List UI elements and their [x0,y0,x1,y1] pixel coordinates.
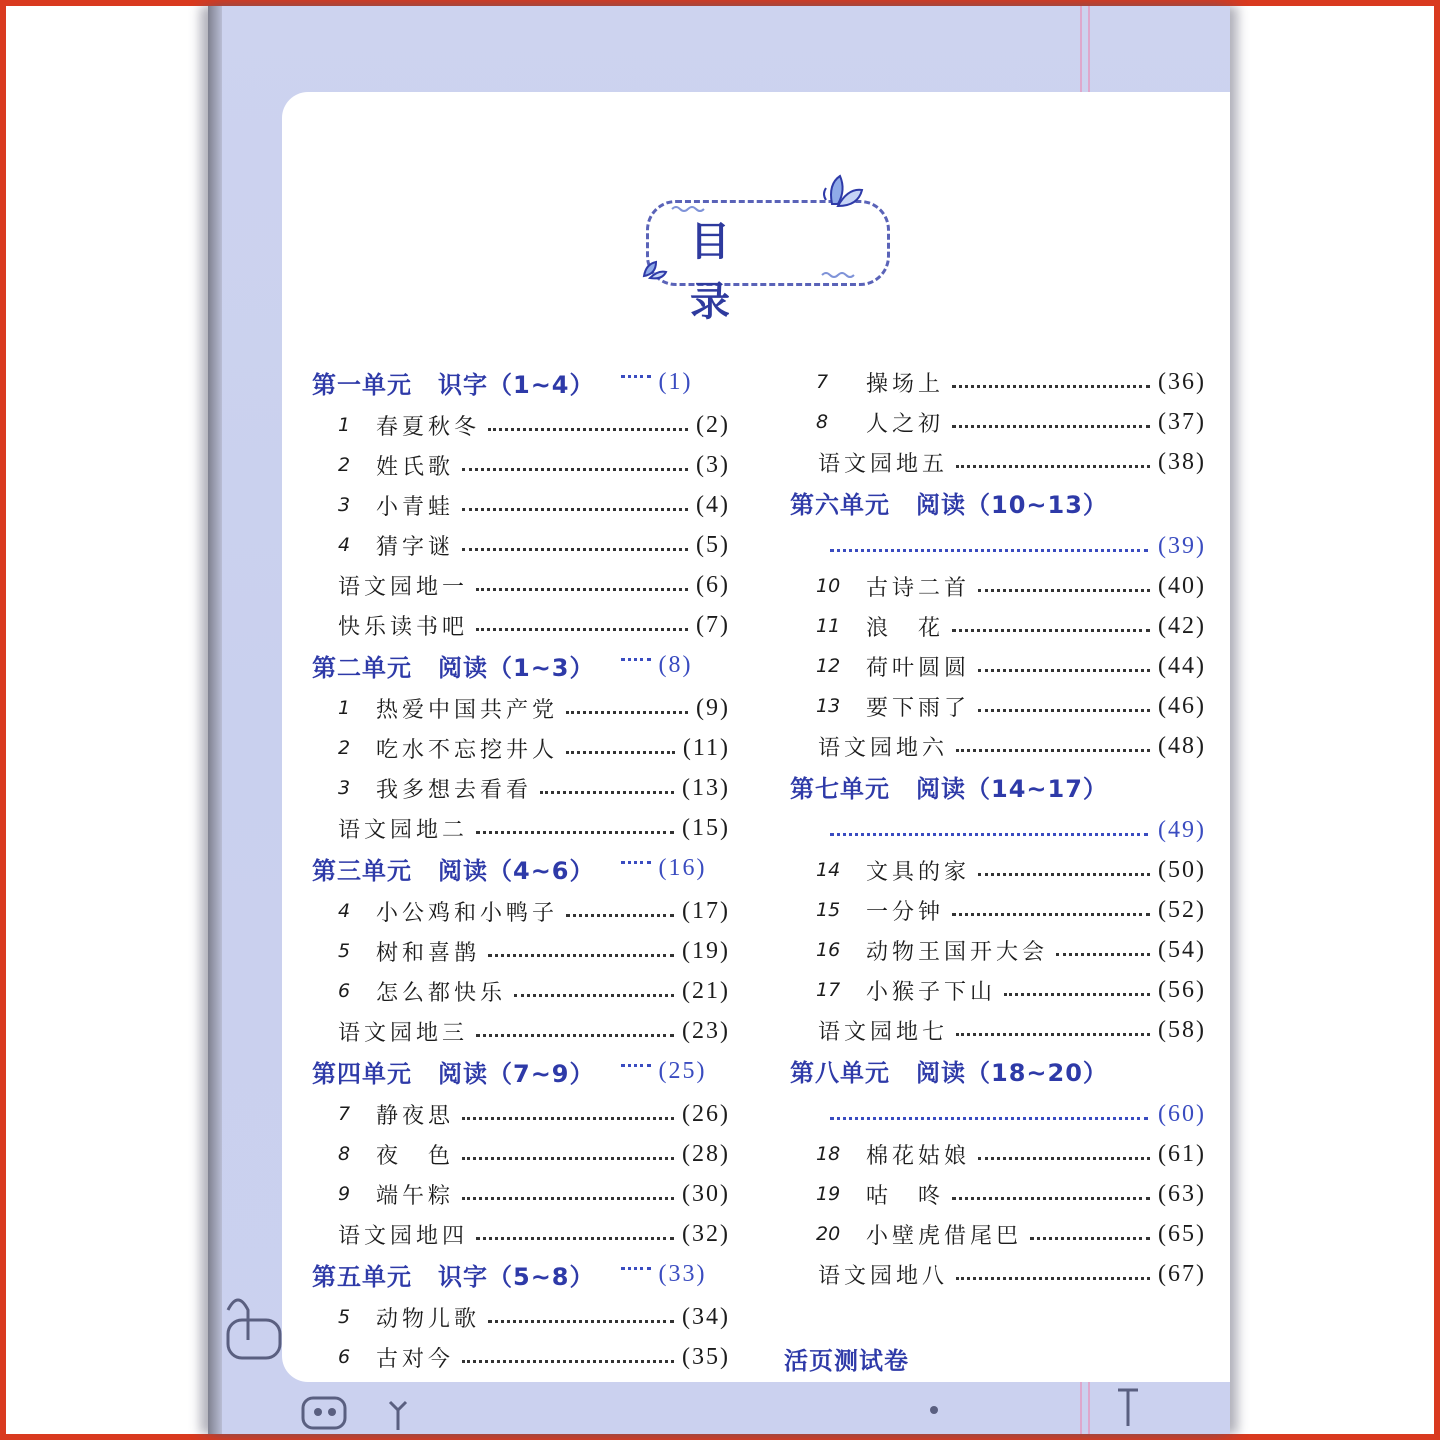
lesson-number: 6 [338,1346,351,1368]
lesson-title: 姓氏歌 [376,454,455,480]
lesson-title: 小壁虎借尾巴 [866,1223,1023,1249]
dot-leader [462,1197,674,1200]
lesson-number: 6 [338,980,351,1002]
toc-item[interactable] [338,407,730,443]
dot-leader [566,711,688,714]
lesson-title: 操场上 [866,371,945,397]
lesson-number: 3 [338,494,351,516]
lesson-number: 2 [338,737,351,759]
dot-leader [488,428,688,431]
lesson-number: 16 [816,939,841,961]
unit-heading[interactable] [790,484,1206,520]
dot-leader [956,465,1150,468]
dot-leader [476,628,688,631]
unit-subtitle: 识字（1~4） [438,370,595,399]
page-number: (21) [682,977,730,1004]
page-number: (9) [696,694,730,721]
lesson-title: 古对今 [376,1346,455,1372]
page-number: (60) [1158,1100,1206,1127]
dot-leader [978,589,1150,592]
lesson-number: 20 [816,1223,841,1245]
page-number: (17) [682,897,730,924]
dot-leader [462,468,688,471]
dot-leader [462,1117,674,1120]
lesson-title: 语文园地三 [338,1020,469,1046]
dot-leader [956,1277,1150,1280]
toc-item[interactable] [818,728,1206,764]
lesson-title: 语文园地二 [338,817,469,843]
page-number: (6) [696,571,730,598]
dot-leader [488,1320,674,1323]
page-number: (25) [658,1057,707,1084]
unit-title: 第四单元 [312,1059,412,1088]
dot-leader [1004,993,1150,996]
dot-leader [956,1033,1150,1036]
unit-title: 第六单元 [790,490,890,519]
toc-item[interactable] [338,567,730,603]
page-number: (2) [696,411,730,438]
toc-item[interactable] [816,932,1206,968]
toc-item[interactable] [816,972,1206,1008]
page-number: (61) [1158,1140,1206,1167]
toc-item[interactable] [338,933,730,969]
page-number: (58) [1158,1016,1206,1043]
page-number: (44) [1158,652,1206,679]
dot-leader [978,1157,1150,1160]
toc-item[interactable] [338,607,730,643]
unit-subtitle: 阅读（14~17） [916,774,1108,803]
lesson-title: 怎么都快乐 [376,980,507,1006]
lesson-number: 12 [816,655,841,677]
page-number: (39) [1158,532,1206,559]
toc-item[interactable] [338,487,730,523]
appendix-title: 活页测试卷 [784,1346,909,1375]
lesson-number: 11 [816,615,841,637]
page-number: (30) [682,1180,730,1207]
wave-decoration [670,204,706,214]
page-number: (67) [1158,1260,1206,1287]
lesson-number: 1 [338,697,351,719]
toc-item[interactable] [338,973,730,1009]
lesson-number: 8 [338,1143,351,1165]
lesson-number: 8 [816,411,829,433]
page-number: (52) [1158,896,1206,923]
dot-leader [462,1360,674,1363]
unit-heading[interactable] [312,1053,730,1089]
toc-item[interactable] [816,608,1206,644]
toc-item[interactable] [818,444,1206,480]
page-number: (19) [682,937,730,964]
lesson-title: 语文园地八 [818,1263,949,1289]
margin-left [6,6,206,1434]
page-number: (11) [682,734,730,761]
toc-item[interactable] [816,568,1206,604]
lesson-title: 荷叶圆圆 [866,655,971,681]
unit-title: 第三单元 [312,856,412,885]
page-number: (42) [1158,612,1206,639]
wave-decoration [820,270,856,280]
dot-leader [514,994,674,997]
page-number: (33) [658,1260,707,1287]
lesson-title: 夜 色 [376,1143,455,1169]
dot-leader [621,375,651,378]
lesson-number: 5 [338,1306,351,1328]
dot-leader [566,751,675,754]
toc-item[interactable] [338,690,730,726]
unit-title: 第二单元 [312,653,412,682]
unit-heading[interactable] [790,1052,1206,1088]
leaf-icon [818,168,868,214]
dot-leader [830,1117,1148,1120]
toc-item[interactable] [816,404,1206,440]
dot-leader [488,954,674,957]
toc-item[interactable] [338,447,730,483]
lesson-number: 7 [338,1103,351,1125]
dot-leader [978,669,1150,672]
page-number: (50) [1158,856,1206,883]
toc-item[interactable] [816,892,1206,928]
lesson-title: 语文园地七 [818,1019,949,1045]
dot-leader [1056,953,1150,956]
dot-leader [978,709,1150,712]
unit-heading[interactable] [790,768,1206,804]
dot-leader [621,1064,651,1067]
lesson-title: 端午粽 [376,1183,455,1209]
page-number: (28) [682,1140,730,1167]
page-number: (37) [1158,408,1206,435]
lesson-number: 10 [816,575,841,597]
unit-subtitle: 阅读（18~20） [916,1058,1108,1087]
lesson-number: 19 [816,1183,841,1205]
page-number: (13) [682,774,730,801]
toc-item[interactable] [338,893,730,929]
lesson-title: 树和喜鹊 [376,940,481,966]
dot-leader [476,588,688,591]
dot-leader [978,873,1150,876]
dot-leader [476,1034,674,1037]
dot-leader [566,914,674,917]
page-number: (16) [658,854,707,881]
unit-subtitle: 阅读（10~13） [916,490,1108,519]
unit-subtitle: 阅读（4~6） [438,856,595,885]
unit-title: 第七单元 [790,774,890,803]
dot-leader [540,791,674,794]
lesson-number: 13 [816,695,841,717]
lesson-number: 4 [338,534,351,556]
toc-item[interactable] [816,364,1206,400]
toc-item[interactable] [816,1136,1206,1172]
lesson-title: 古诗二首 [866,575,971,601]
dot-leader [462,548,688,551]
toc-item[interactable] [338,1339,730,1375]
dot-leader [952,1197,1150,1200]
unit-title: 第一单元 [312,370,412,399]
page-number: (15) [682,814,730,841]
toc-item[interactable] [338,527,730,563]
unit-page-line[interactable] [830,1096,1206,1132]
dot-leader [476,831,674,834]
unit-title: 第五单元 [312,1262,412,1291]
page-number: (48) [1158,732,1206,759]
dot-leader [621,1267,651,1270]
lesson-number: 3 [338,777,351,799]
dot-leader [621,861,651,864]
toc-item[interactable] [816,688,1206,724]
page-number: (32) [682,1220,730,1247]
lesson-title: 动物儿歌 [376,1306,481,1332]
lesson-number: 5 [338,940,351,962]
toc-item[interactable] [816,852,1206,888]
toc-item[interactable] [338,1136,730,1172]
toc-item[interactable] [818,1012,1206,1048]
lesson-title: 语文园地五 [818,451,949,477]
unit-subtitle: 阅读（1~3） [438,653,595,682]
lesson-number: 4 [338,900,351,922]
lesson-title: 吃水不忘挖井人 [376,737,559,763]
lesson-title: 小青蛙 [376,494,455,520]
small-leaf-icon [640,258,670,282]
page-number: (38) [1158,448,1206,475]
lesson-number: 2 [338,454,351,476]
lesson-title: 一分钟 [866,899,945,925]
lesson-title: 小猴子下山 [866,979,997,1005]
appendix-entry[interactable] [784,1340,909,1376]
page-number: (65) [1158,1220,1206,1247]
lesson-title: 人之初 [866,411,945,437]
unit-heading[interactable] [312,850,730,886]
page-number: (63) [1158,1180,1206,1207]
unit-page-line[interactable] [830,812,1206,848]
page-number: (5) [696,531,730,558]
dot-leader [830,549,1148,552]
lesson-title: 静夜思 [376,1103,455,1129]
lesson-title: 我多想去看看 [376,777,533,803]
page-number: (3) [696,451,730,478]
dot-leader [830,833,1148,836]
page-title: 目 录 [690,219,786,325]
page-binding-shadow [208,6,222,1434]
lesson-title: 快乐读书吧 [338,614,469,640]
page-number: (8) [658,651,693,678]
toc-item[interactable] [338,1096,730,1132]
unit-heading[interactable] [312,1256,730,1292]
page-number: (56) [1158,976,1206,1003]
lesson-title: 小公鸡和小鸭子 [376,900,559,926]
dot-leader [952,629,1150,632]
lesson-title: 语文园地六 [818,735,949,761]
unit-subtitle: 阅读（7~9） [438,1059,595,1088]
page-number: (26) [682,1100,730,1127]
toc-item[interactable] [338,730,730,766]
toc-item[interactable] [816,1176,1206,1212]
dot-leader [462,508,688,511]
lesson-title: 猜字谜 [376,534,455,560]
toc-item[interactable] [338,810,730,846]
lesson-number: 14 [816,859,841,881]
toc-item[interactable] [338,1013,730,1049]
toc-item[interactable] [818,1256,1206,1292]
lesson-title: 浪 花 [866,615,945,641]
lesson-number: 1 [338,414,351,436]
page-number: (46) [1158,692,1206,719]
page-number: (54) [1158,936,1206,963]
toc-item[interactable] [338,770,730,806]
page-number: (35) [682,1343,730,1370]
toc-item[interactable] [816,648,1206,684]
toc-item[interactable] [338,1299,730,1335]
toc-item[interactable] [338,1176,730,1212]
page-number: (36) [1158,368,1206,395]
lesson-title: 语文园地一 [338,574,469,600]
lesson-title: 春夏秋冬 [376,414,481,440]
dot-leader [952,425,1150,428]
lesson-title: 文具的家 [866,859,971,885]
dot-leader [956,749,1150,752]
dot-leader [621,658,651,661]
lesson-title: 动物王国开大会 [866,939,1049,965]
dot-leader [476,1237,674,1240]
lesson-number: 15 [816,899,841,921]
page-number: (1) [658,368,693,395]
lesson-number: 9 [338,1183,351,1205]
unit-title: 第八单元 [790,1058,890,1087]
page-number: (7) [696,611,730,638]
dot-leader [1030,1237,1150,1240]
unit-subtitle: 识字（5~8） [438,1262,595,1291]
lesson-title: 语文园地四 [338,1223,469,1249]
toc-item[interactable] [816,1216,1206,1252]
lesson-number: 18 [816,1143,841,1165]
dot-leader [952,385,1150,388]
lesson-number: 17 [816,979,841,1001]
unit-page-line[interactable] [830,528,1206,564]
unit-heading[interactable] [312,647,730,683]
lesson-title: 棉花姑娘 [866,1143,971,1169]
lesson-title: 咕 咚 [866,1183,945,1209]
lesson-title: 热爱中国共产党 [376,697,559,723]
page-number: (34) [682,1303,730,1330]
dot-leader [462,1157,674,1160]
lesson-number: 7 [816,371,829,393]
unit-heading[interactable] [312,364,730,400]
page-number: (4) [696,491,730,518]
toc-item[interactable] [338,1216,730,1252]
page-number: (40) [1158,572,1206,599]
page-number: (49) [1158,816,1206,843]
dot-leader [952,913,1150,916]
lesson-title: 要下雨了 [866,695,971,721]
page-number: (23) [682,1017,730,1044]
